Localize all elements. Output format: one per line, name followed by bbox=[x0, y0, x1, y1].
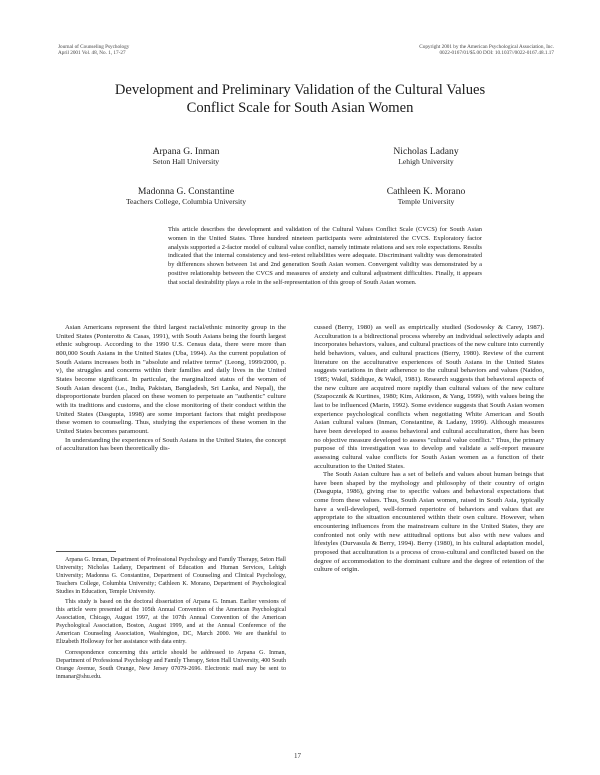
body-column-right bbox=[314, 324, 544, 575]
journal-name: Journal of Counseling Psychology bbox=[58, 44, 130, 50]
author-name: Madonna G. Constantine bbox=[137, 186, 235, 197]
author-block bbox=[326, 186, 526, 206]
author-block bbox=[326, 146, 526, 166]
title-line-2: Conflict Scale for South Asian Women bbox=[186, 100, 414, 116]
journal-header-right bbox=[419, 44, 554, 57]
body-paragraph: The South Asian culture has a set of beliefs and values about human beings that have been shaped by the mythology and philosophy of their country of origin (Dasgupta, 1986), giving rise to specific values and behavioral expectations that come from these values. Thus, South Asian women, raised in South Asia, typically have a well-developed, well-formed repertoire of behaviors and values that are appropriate to the situation encountered within their own culture. However, when encountering influences from the mainstream culture in the United States, they are confronted not only with new attitudinal options but also with new values and lifestyles (Durvasula & Berry, 1994). Berry (1980), in his cultural adaptation model, proposed that acculturation is a process of cross-cultural and conflicted based on the degree of accommodation to the dominant culture and the degree of retention of the culture of origin. bbox=[314, 471, 544, 574]
page-number: 17 bbox=[294, 752, 301, 760]
title-line-1: Development and Preliminary Validation of the Cultural Values bbox=[114, 82, 486, 98]
journal-issue: April 2001 Vol. 48, No. 1, 17-27 bbox=[58, 50, 126, 57]
author-block bbox=[86, 186, 286, 206]
author-name: Cathleen K. Morano bbox=[386, 186, 466, 197]
author-footnotes bbox=[56, 556, 286, 683]
journal-header-left bbox=[58, 44, 129, 57]
author-block bbox=[86, 146, 286, 166]
author-affiliation: Teachers College, Columbia University bbox=[125, 197, 247, 206]
author-affiliation: Seton Hall University bbox=[152, 157, 220, 166]
author-affiliation: Temple University bbox=[397, 197, 455, 206]
doi-line: 0022-0167/01/$5.00 DOI: 10.1037//0022-0167.48.1.17 bbox=[439, 50, 554, 57]
body-column-left bbox=[56, 324, 286, 454]
footnote-divider bbox=[56, 551, 116, 552]
footnote-paragraph: This study is based on the doctoral dissertation of Arpana G. Inman. Earlier versions of this article were presented at the 105th Annual Convention of the American Psychological Association, Chicago, August 1997, at the 107th Annual Convention of the American Psychological Association, Boston, August 1999, and at the Annual Conference of the American Counseling Association, Washington, DC, March 2000. We are thankful to Elizabeth Holloway for her assistance with data entry. bbox=[56, 599, 286, 646]
footnote-paragraph: Arpana G. Inman, Department of Professional Psychology and Family Therapy, Seton Hall University; Nicholas Ladany, Department of Education and Human Services, Lehigh University; Madonna G. Constantine, Department of Counseling and Clinical Psychology, Teachers College, Columbia University; Cathleen K. Morano, Department of Psychological Studies in Education, Temple University. bbox=[56, 557, 286, 596]
copyright-line: Copyright 2001 by the American Psychological Association, Inc. bbox=[419, 44, 554, 50]
author-name: Nicholas Ladany bbox=[393, 146, 459, 157]
author-name: Arpana G. Inman bbox=[152, 146, 220, 157]
article-title bbox=[70, 81, 530, 117]
footnote-paragraph: Correspondence concerning this article should be addressed to Arpana G. Inman, Department of Professional Psychology and Family Therapy, Seton Hall University, 400 South Orange Avenue, South Orange, New Jersey 07079-2696. Electronic mail may be sent to inmanar@shu.edu. bbox=[56, 649, 286, 680]
author-affiliation: Lehigh University bbox=[398, 157, 454, 166]
abstract: This article describes the development and validation of the Cultural Values Conflict Scale (CVCS) for South Asian women in the United States. Three hundred nineteen participants were administered the CVCS. Exploratory factor analysis supported a 2-factor model of cultural value conflict, namely intimate relations and sex role expectations. Results indicated that the internal consistency and test–retest reliabilities were adequate. Discriminant validity was demonstrated by differences shown between 1st and 2nd generation South Asian women. Convergent validity was demonstrated by a positive relationship between the CVCS and measures of anxiety and cultural adjustment difficulties. Finally, it appears that social desirability plays a role in the self-representation of this group of South Asian women. bbox=[168, 226, 482, 286]
body-paragraph: Asian Americans represent the third largest racial/ethnic minority group in the United States (Ponterotto & Casas, 1991), with South Asians being the fourth largest ethnic subgroup. According to the 1990 U.S. Census data, there were more than 800,000 South Asians in the United States (Uba, 1994). As the current population of South Asians increases both in "absolute and relative terms" (Leong, 1999/2000, p. v), the struggles and concerns within their families and daily lives in the United States become significant. In particular, the marginalized status of the women of South Asian descent (i.e., India, Pakistan, Bangladesh, Sri Lanka, and Nepal), the disproportionate burden placed on these women to perpetuate an "authentic" culture with its traditions and customs, and the close monitoring of their conduct within the United States (Dasgupta, 1998) are some important factors that might predispose these women to counseling. Thus, studying the experiences of these women in the United States becomes paramount. bbox=[56, 324, 286, 435]
body-paragraph: In understanding the experiences of South Asians in the United States, the concept of acculturation has been theoretically dis- bbox=[56, 436, 286, 453]
body-paragraph: cussed (Berry, 1980) as well as empirically studied (Sodowsky & Carey, 1987). Acculturation is a bidirectional process whereby an individual selectively adapts and incorporates behaviors, values, and cultural practices of the new culture into currently held behaviors, values, and cultural practices (Berry, 1980). Review of the current literature on the acculturative experiences of South Asians in the United States suggests variations in their adherence to the cultural behaviors and values (Naidoo, 1985; Wakil, Siddique, & Wakil, 1981). Research suggests that behavioral aspects of the new culture are acquired more rapidly than cultural values of the new culture (Szapocznik & Kurtines, 1980; Kim, Atkinson, & Yang, 1999), with values being the last to be influenced (Marin, 1992). Some evidence suggests that South Asian women experience psychological conflicts when negotiating White American and South Asian cultural values (Inman, Constantine, & Ladany, 1999). Although measures have been developed to assess behavioral and cultural acculturation, there has been no objective measure developed to assess "cultural value conflict." Thus, the primary purpose of this investigation was to develop and validate a self-report measure assessing cultural value conflicts for South Asian women as a function of their acculturation to the United States. bbox=[314, 324, 544, 470]
